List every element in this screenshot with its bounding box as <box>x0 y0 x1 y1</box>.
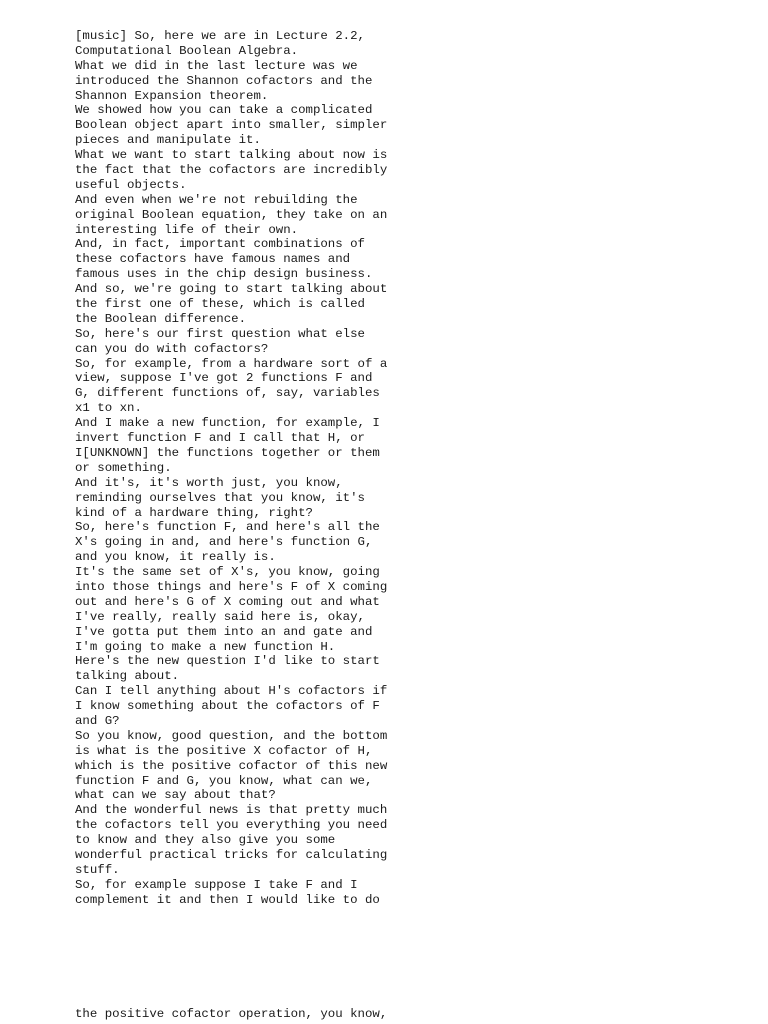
transcript-line: useful objects. <box>75 177 187 192</box>
transcript-line: function F and G, you know, what can we, <box>75 773 373 788</box>
transcript-line: Here's the new question I'd like to start <box>75 654 380 669</box>
transcript-line: the first one of these, which is called <box>75 297 365 312</box>
transcript-line: I'm going to make a new function H. <box>75 639 336 654</box>
transcript-line: can you do with cofactors? <box>75 341 269 356</box>
transcript-line: out and here's G of X coming out and what <box>75 594 380 609</box>
transcript-line: What we want to start talking about now is <box>75 148 388 163</box>
transcript-line: Shannon Expansion theorem. <box>75 88 269 103</box>
transcript-line: view, suppose I've got 2 functions F and <box>75 371 373 386</box>
transcript-line: And the wonderful news is that pretty much <box>75 803 388 818</box>
transcript-line: And I make a new function, for example, I <box>75 416 380 431</box>
transcript-line: wonderful practical tricks for calculating <box>75 847 388 862</box>
transcript-line: x1 to xn. <box>75 401 142 416</box>
transcript-line: And so, we're going to start talking about <box>75 282 388 297</box>
transcript-line: famous uses in the chip design business. <box>75 267 373 282</box>
transcript-line: X's going in and, and here's function G, <box>75 535 373 550</box>
transcript-line: the Boolean difference. <box>75 311 247 326</box>
transcript-line: Computational Boolean Algebra. <box>75 43 299 58</box>
transcript-line: I've gotta put them into an and gate and <box>75 624 373 639</box>
transcript-line: stuff. <box>75 862 120 877</box>
transcript-line: It's the same set of X's, you know, going <box>75 565 380 580</box>
transcript-line: talking about. <box>75 669 180 684</box>
transcript-line: original Boolean equation, they take on an <box>75 207 388 222</box>
transcript-line: or something. <box>75 460 172 475</box>
transcript-line: and G? <box>75 713 120 728</box>
transcript-line: what can we say about that? <box>75 788 276 803</box>
transcript-line: and you know, it really is. <box>75 550 276 565</box>
transcript-line: And, in fact, important combinations of <box>75 237 365 252</box>
transcript-line: So, here's function F, and here's all the <box>75 520 380 535</box>
transcript-line: reminding ourselves that you know, it's <box>75 490 365 505</box>
transcript-line: I've really, really said here is, okay, <box>75 609 365 624</box>
transcript-line: these cofactors have famous names and <box>75 252 351 267</box>
transcript-line: We showed how you can take a complicated <box>75 103 373 118</box>
transcript-line: kind of a hardware thing, right? <box>75 505 313 520</box>
transcript-line: I know something about the cofactors of F <box>75 699 380 714</box>
transcript-line: invert function F and I call that H, or <box>75 431 365 446</box>
transcript-line: Boolean object apart into smaller, simpler <box>75 118 388 133</box>
transcript-body <box>75 29 405 908</box>
transcript-line: which is the positive cofactor of this new <box>75 758 388 773</box>
transcript-line: G, different functions of, say, variables <box>75 386 380 401</box>
transcript-line: is what is the positive X cofactor of H, <box>75 743 373 758</box>
transcript-line: And it's, it's worth just, you know, <box>75 475 343 490</box>
transcript-continuation-line: the positive cofactor operation, you know, <box>75 1007 388 1021</box>
transcript-line: I[UNKNOWN] the functions together or them <box>75 445 380 460</box>
transcript-line: complement it and then I would like to do <box>75 892 380 907</box>
transcript-line: to know and they also give you some <box>75 833 336 848</box>
transcript-line: the fact that the cofactors are incredibly <box>75 163 388 178</box>
transcript-line: So you know, good question, and the bottom <box>75 728 388 743</box>
transcript-line: into those things and here's F of X coming <box>75 579 388 594</box>
transcript-line: [music] So, here we are in Lecture 2.2, <box>75 29 365 43</box>
transcript-line: introduced the Shannon cofactors and the <box>75 73 373 88</box>
transcript-line: interesting life of their own. <box>75 222 299 237</box>
transcript-line: Can I tell anything about H's cofactors if <box>75 684 388 699</box>
transcript-line: And even when we're not rebuilding the <box>75 192 358 207</box>
transcript-line: So, for example suppose I take F and I <box>75 877 358 892</box>
transcript-line: So, for example, from a hardware sort of a <box>75 356 388 371</box>
transcript-line: So, here's our first question what else <box>75 326 365 341</box>
transcript-line: the cofactors tell you everything you need <box>75 818 388 833</box>
transcript-line: pieces and manipulate it. <box>75 133 261 148</box>
transcript-line: What we did in the last lecture was we <box>75 58 358 73</box>
